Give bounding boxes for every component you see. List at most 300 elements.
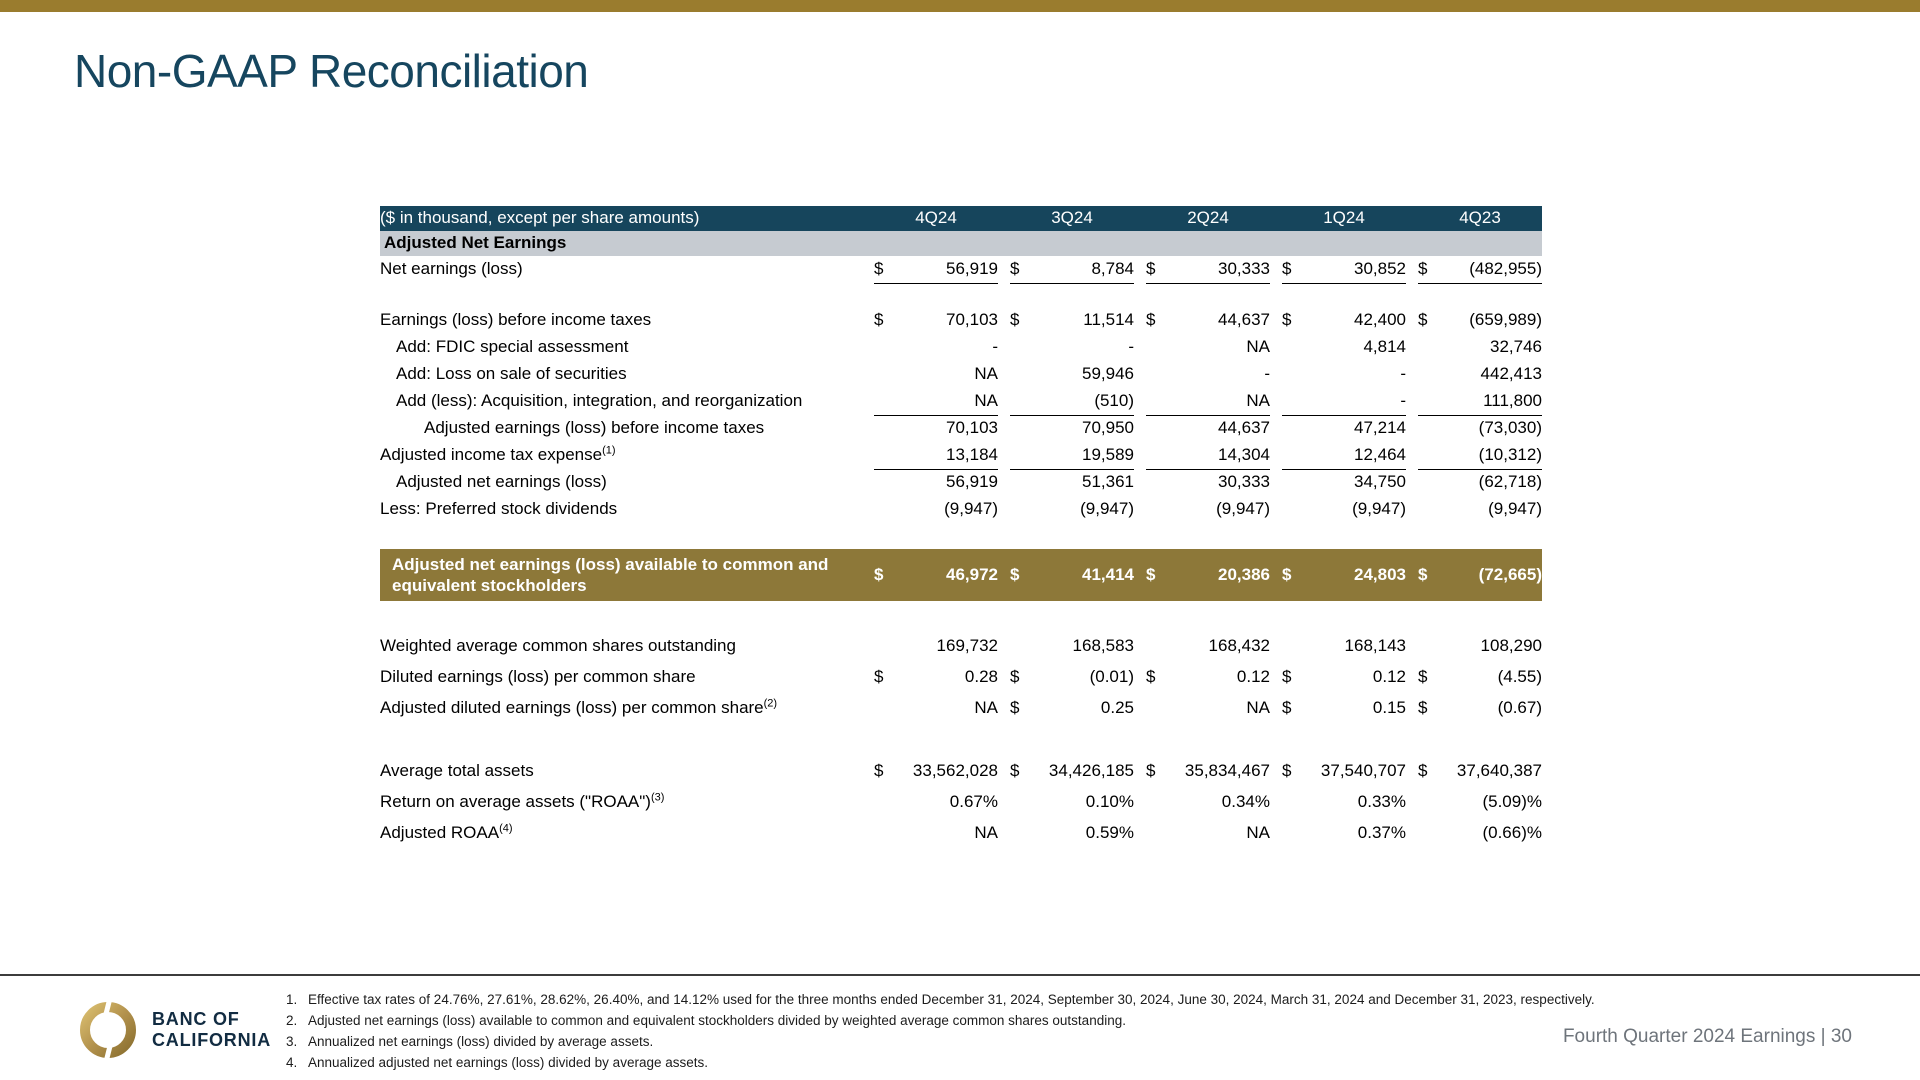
footer-divider [0,974,1920,976]
cell-dollar-sign [1418,631,1444,662]
footnote-item [286,1011,1595,1032]
column-spacer [1134,496,1146,523]
cell-value: 30,852 [1308,256,1406,283]
row-label: Earnings (loss) before income taxes [380,310,652,330]
column-spacer [998,787,1010,818]
cell-value: 0.12 [1236,667,1270,687]
cell-value: 37,640,387 [1456,761,1542,781]
cell-value: 47,214 [1354,418,1406,438]
header-spacer [1406,206,1418,231]
column-spacer [998,415,1010,442]
cell-value: 8,784 [1036,256,1134,283]
cell-dollar-sign [1418,388,1444,415]
footnote-text: Effective tax rates of 24.76%, 27.61%, 28.62%, 26.40%, and 14.12% used for the three months ended December 31, 2024, September 30, 2024, June 30, 2024, March 31, 2024 and December 31, 2023, respectively. [308,992,1595,1007]
cell-dollar-sign [874,388,900,415]
cell-dollar-sign [874,469,900,496]
cell-value: - [1400,364,1406,384]
cell-value: 168,432 [1208,636,1270,656]
column-spacer [998,693,1010,724]
cell-value: 111,800 [1444,388,1542,415]
column-spacer [1270,693,1282,724]
cell-value: 30,333 [1172,256,1270,283]
column-spacer [1134,549,1146,601]
column-spacer [1270,549,1282,601]
cell-value: 13,184 [900,442,998,469]
column-spacer [998,307,1010,334]
column-spacer [1406,334,1418,361]
column-spacer [1270,361,1282,388]
column-spacer [1406,549,1418,601]
footnote-number: 1. [286,992,298,1007]
cell-value: 56,919 [946,472,998,492]
table-row [380,818,1542,849]
cell-value: 33,562,028 [912,761,998,781]
footnote-text: Adjusted net earnings (loss) available to common and equivalent stockholders divided by weighted average common shares outstanding. [308,1012,1126,1028]
cell-value: - [1308,388,1406,415]
cell-dollar-sign [874,415,900,442]
quarter-header-3q24: 3Q24 [1010,206,1134,231]
cell-dollar-sign: $ [1146,310,1156,330]
cell-value: - [1128,337,1134,357]
cell-dollar-sign [1146,818,1172,849]
quarter-header-4q24: 4Q24 [874,206,998,231]
cell-value: 11,514 [1083,310,1134,330]
column-spacer [1270,787,1282,818]
cell-value: NA [1246,823,1270,843]
cell-value: 34,750 [1354,472,1406,492]
cell-dollar-sign: $ [1146,667,1156,687]
column-spacer [1406,415,1418,442]
column-spacer [1270,256,1282,283]
row-label: Return on average assets ("ROAA")$^{(3)}$ [380,791,665,812]
footnote-item [286,1053,1595,1074]
cell-dollar-sign [874,631,900,662]
cell-value: 0.37% [1357,823,1406,843]
column-spacer [1406,388,1418,415]
header-spacer [1270,206,1282,231]
cell-dollar-sign [874,693,900,724]
cell-dollar-sign: $ [1418,256,1444,283]
header-spacer [1134,206,1146,231]
cell-value: 442,413 [1480,364,1542,384]
cell-dollar-sign [1146,693,1172,724]
cell-dollar-sign: $ [874,761,884,781]
cell-dollar-sign [874,496,900,523]
column-spacer [1406,787,1418,818]
cell-value: (9,947) [1352,499,1406,519]
column-spacer [1134,334,1146,361]
cell-value: NA [974,364,998,384]
cell-dollar-sign: $ [1010,667,1020,687]
cell-value: 56,919 [900,256,998,283]
cell-dollar-sign: $ [1010,698,1020,718]
footnote-number: 4. [286,1054,298,1070]
table-row [380,787,1542,818]
column-spacer [1134,442,1146,469]
slide-title: Non-GAAP Reconciliation [74,45,589,97]
gap-cell [380,283,1542,307]
cell-dollar-sign [1010,631,1036,662]
cell-value: 0.67% [949,792,998,812]
column-spacer [1134,256,1146,283]
cell-dollar-sign: $ [1282,256,1308,283]
cell-value: (9,947) [944,499,998,519]
cell-value: (0.66)% [1482,823,1542,843]
cell-dollar-sign [874,361,900,388]
cell-value: (9,947) [1216,499,1270,519]
footnote-marker: (1) [602,444,616,457]
cell-dollar-sign: $ [1418,310,1428,330]
cell-value: 108,290 [1480,636,1542,656]
column-spacer [998,469,1010,496]
column-spacer [1270,388,1282,415]
column-spacer [1406,442,1418,469]
row-label: Diluted earnings (loss) per common share [380,667,696,687]
footnote-number: 2. [286,1012,298,1028]
row-label: Add (less): Acquisition, integration, and reorganization [396,391,803,411]
cell-dollar-sign [1010,334,1036,361]
cell-value: (510) [1036,388,1134,415]
column-spacer [1406,496,1418,523]
cell-value: (0.67) [1497,698,1542,718]
column-spacer [998,388,1010,415]
cell-dollar-sign [1146,496,1172,523]
cell-value: NA [1246,698,1270,718]
highlight-row [380,549,1542,601]
column-spacer [1270,334,1282,361]
column-spacer [1270,662,1282,693]
cell-dollar-sign: $ [1282,310,1292,330]
cell-dollar-sign [1282,334,1308,361]
cell-dollar-sign [1146,415,1172,442]
column-spacer [998,549,1010,601]
table-row [380,442,1542,469]
cell-dollar-sign: $ [1010,310,1020,330]
cell-dollar-sign [1282,415,1308,442]
logo-line1: BANC OF [152,1008,240,1029]
cell-dollar-sign [1282,442,1308,469]
table-row [380,307,1542,334]
table-row [380,693,1542,724]
cell-value: NA [974,823,998,843]
cell-dollar-sign [1282,787,1308,818]
column-spacer [1270,442,1282,469]
top-accent-bar [0,0,1920,12]
footnote-item [286,1032,1595,1053]
table-row [380,256,1542,283]
logo-line2: CALIFORNIA [152,1030,271,1050]
column-spacer [1406,662,1418,693]
table-row [380,631,1542,662]
cell-dollar-sign: $ [1418,761,1428,781]
cell-value: 0.33% [1357,792,1406,812]
cell-dollar-sign [1146,631,1172,662]
table-gap-row [380,724,1542,756]
quarter-header-2q24: 2Q24 [1146,206,1270,231]
cell-dollar-sign [1418,469,1444,496]
cell-dollar-sign: $ [1418,698,1428,718]
cell-value: 32,746 [1490,337,1542,357]
footnotes-list [286,990,1595,1074]
cell-dollar-sign [1010,818,1036,849]
table-row [380,388,1542,415]
cell-dollar-sign: $ [1146,761,1156,781]
section-header-label: Adjusted Net Earnings [380,231,1542,256]
cell-dollar-sign [874,334,900,361]
column-spacer [998,256,1010,283]
row-label: Adjusted net earnings (loss) [396,472,607,492]
column-spacer [998,442,1010,469]
logo-ring-icon [76,998,140,1062]
column-spacer [1270,307,1282,334]
column-spacer [1270,756,1282,787]
cell-value: (73,030) [1478,418,1542,438]
cell-value: 46,972 [900,549,998,601]
cell-dollar-sign [1010,469,1036,496]
cell-dollar-sign: $ [1010,256,1036,283]
cell-value: - [1264,364,1270,384]
cell-dollar-sign [1418,818,1444,849]
cell-dollar-sign [1418,787,1444,818]
page-footer-label: Fourth Quarter 2024 Earnings | 30 [1562,1026,1852,1047]
column-spacer [1270,415,1282,442]
cell-dollar-sign [1010,442,1036,469]
column-spacer [1406,631,1418,662]
cell-value: (72,665) [1444,549,1542,601]
cell-dollar-sign: $ [1010,761,1020,781]
cell-value: (9,947) [1080,499,1134,519]
cell-value: (10,312) [1444,442,1542,469]
cell-value: (659,989) [1469,310,1542,330]
column-spacer [1270,818,1282,849]
row-label: Adjusted net earnings (loss) available to common and equivalent stockholders [380,549,874,601]
column-spacer [1406,818,1418,849]
cell-value: 34,426,185 [1048,761,1134,781]
column-spacer [1406,469,1418,496]
cell-value: 20,386 [1172,549,1270,601]
bank-logo [76,998,271,1062]
table-body [380,206,1542,849]
cell-dollar-sign [874,442,900,469]
table-gap-row [380,523,1542,549]
footnote-marker: (2) [763,697,778,710]
row-label: Add: Loss on sale of securities [396,364,627,384]
gap-cell [380,601,1542,631]
cell-dollar-sign [1282,388,1308,415]
table-header-row [380,206,1542,231]
footnote-text: Annualized net earnings (loss) divided by average assets. [308,1033,654,1049]
column-spacer [1134,662,1146,693]
cell-value: 24,803 [1308,549,1406,601]
cell-dollar-sign: $ [874,667,884,687]
cell-value: 0.25 [1100,698,1134,718]
cell-value: 70,103 [946,310,998,330]
gap-cell [380,523,1542,549]
reconciliation-table [380,206,1542,849]
cell-dollar-sign: $ [1282,667,1292,687]
cell-value: 35,834,467 [1184,761,1270,781]
row-label: Average total assets [380,761,534,781]
cell-dollar-sign [1146,442,1172,469]
cell-dollar-sign [1010,415,1036,442]
column-spacer [1270,496,1282,523]
cell-dollar-sign [1418,442,1444,469]
column-spacer [1134,388,1146,415]
cell-dollar-sign [1146,469,1172,496]
cell-value: 59,946 [1082,364,1134,384]
cell-value: 168,143 [1344,636,1406,656]
cell-value: (9,947) [1488,499,1542,519]
column-spacer [998,662,1010,693]
cell-value: 0.12 [1372,667,1406,687]
cell-value: (5.09)% [1482,792,1542,812]
cell-dollar-sign [1146,388,1172,415]
cell-dollar-sign: $ [1282,549,1308,601]
table-row [380,415,1542,442]
cell-dollar-sign [1146,334,1172,361]
cell-value: 51,361 [1082,472,1134,492]
column-spacer [1134,361,1146,388]
row-label: Weighted average common shares outstanding [380,636,736,656]
cell-dollar-sign [1282,631,1308,662]
column-spacer [1270,469,1282,496]
cell-dollar-sign [1282,469,1308,496]
cell-value: 4,814 [1363,337,1406,357]
cell-dollar-sign: $ [1146,549,1172,601]
column-spacer [1134,307,1146,334]
cell-value: 30,333 [1218,472,1270,492]
cell-value: 0.34% [1221,792,1270,812]
column-spacer [1406,307,1418,334]
column-spacer [1134,631,1146,662]
cell-value: (482,955) [1444,256,1542,283]
section-header-row [380,231,1542,256]
cell-value: (0.01) [1089,667,1134,687]
column-spacer [1406,756,1418,787]
cell-dollar-sign: $ [1418,667,1428,687]
cell-dollar-sign [1282,496,1308,523]
cell-dollar-sign: $ [1010,549,1036,601]
column-spacer [1134,469,1146,496]
row-label: Adjusted income tax expense$^{(1)}$ [380,444,616,465]
footnote-text: Annualized adjusted net earnings (loss) divided by average assets. [308,1054,708,1070]
cell-value: 12,464 [1308,442,1406,469]
table-gap-row [380,601,1542,631]
cell-dollar-sign: $ [1146,256,1172,283]
footnote-number: 3. [286,1033,298,1049]
column-spacer [1134,693,1146,724]
cell-dollar-sign [1418,415,1444,442]
quarter-header-4q23: 4Q23 [1418,206,1542,231]
cell-dollar-sign [1418,361,1444,388]
gap-cell [380,724,1542,756]
footnote-item [286,990,1595,1011]
cell-dollar-sign: $ [874,310,884,330]
table-row [380,469,1542,496]
cell-value: NA [1246,337,1270,357]
cell-dollar-sign [1282,361,1308,388]
cell-value: (62,718) [1478,472,1542,492]
cell-dollar-sign [1010,787,1036,818]
cell-value: 70,103 [946,418,998,438]
column-spacer [1406,693,1418,724]
cell-value: 169,732 [936,636,998,656]
column-spacer [1270,631,1282,662]
column-spacer [998,496,1010,523]
cell-value: 14,304 [1172,442,1270,469]
column-spacer [1134,787,1146,818]
cell-dollar-sign: $ [1282,698,1292,718]
cell-value: - [992,337,998,357]
cell-value: NA [1172,388,1270,415]
row-label: Adjusted earnings (loss) before income taxes [424,418,765,438]
cell-value: 42,400 [1354,310,1406,330]
column-spacer [1406,256,1418,283]
row-label: Adjusted diluted earnings (loss) per common share$^{(2)}$ [380,697,778,718]
column-spacer [1134,415,1146,442]
cell-value: 0.10% [1085,792,1134,812]
cell-dollar-sign: $ [874,549,900,601]
cell-dollar-sign: $ [1282,761,1292,781]
cell-dollar-sign: $ [874,256,900,283]
table-gap-row [380,283,1542,307]
cell-value: 19,589 [1036,442,1134,469]
quarter-header-1q24: 1Q24 [1282,206,1406,231]
column-spacer [1406,361,1418,388]
cell-value: 44,637 [1218,310,1270,330]
column-spacer [998,756,1010,787]
cell-dollar-sign: $ [1418,549,1444,601]
cell-dollar-sign [1418,496,1444,523]
cell-value: NA [974,698,998,718]
cell-dollar-sign [1146,787,1172,818]
column-spacer [1134,818,1146,849]
footnote-marker: (4) [499,822,513,835]
cell-value: 0.28 [964,667,998,687]
cell-dollar-sign [1418,334,1444,361]
column-spacer [998,631,1010,662]
logo-wordmark [152,1009,271,1051]
column-spacer [998,818,1010,849]
column-spacer [1134,756,1146,787]
cell-dollar-sign [1010,496,1036,523]
cell-value: 37,540,707 [1320,761,1406,781]
cell-value: 0.15 [1372,698,1406,718]
column-spacer [998,361,1010,388]
cell-value: 70,950 [1082,418,1134,438]
cell-dollar-sign [1146,361,1172,388]
cell-dollar-sign [1010,388,1036,415]
table-row [380,496,1542,523]
row-label: Adjusted ROAA$^{(4)}$ [380,822,513,843]
row-label: Add: FDIC special assessment [396,337,629,357]
cell-value: 0.59% [1085,823,1134,843]
cell-dollar-sign [874,818,900,849]
cell-dollar-sign [874,787,900,818]
table-row [380,662,1542,693]
row-label: Less: Preferred stock dividends [380,499,618,519]
footnote-marker: (3) [650,791,665,804]
row-label: Net earnings (loss) [380,259,523,279]
header-spacer [998,206,1010,231]
column-spacer [998,334,1010,361]
cell-dollar-sign [1010,361,1036,388]
table-row [380,756,1542,787]
cell-value: 41,414 [1036,549,1134,601]
table-header-label: ($ in thousand, except per share amounts) [380,206,874,231]
cell-value: NA [900,388,998,415]
cell-value: (4.55) [1497,667,1542,687]
